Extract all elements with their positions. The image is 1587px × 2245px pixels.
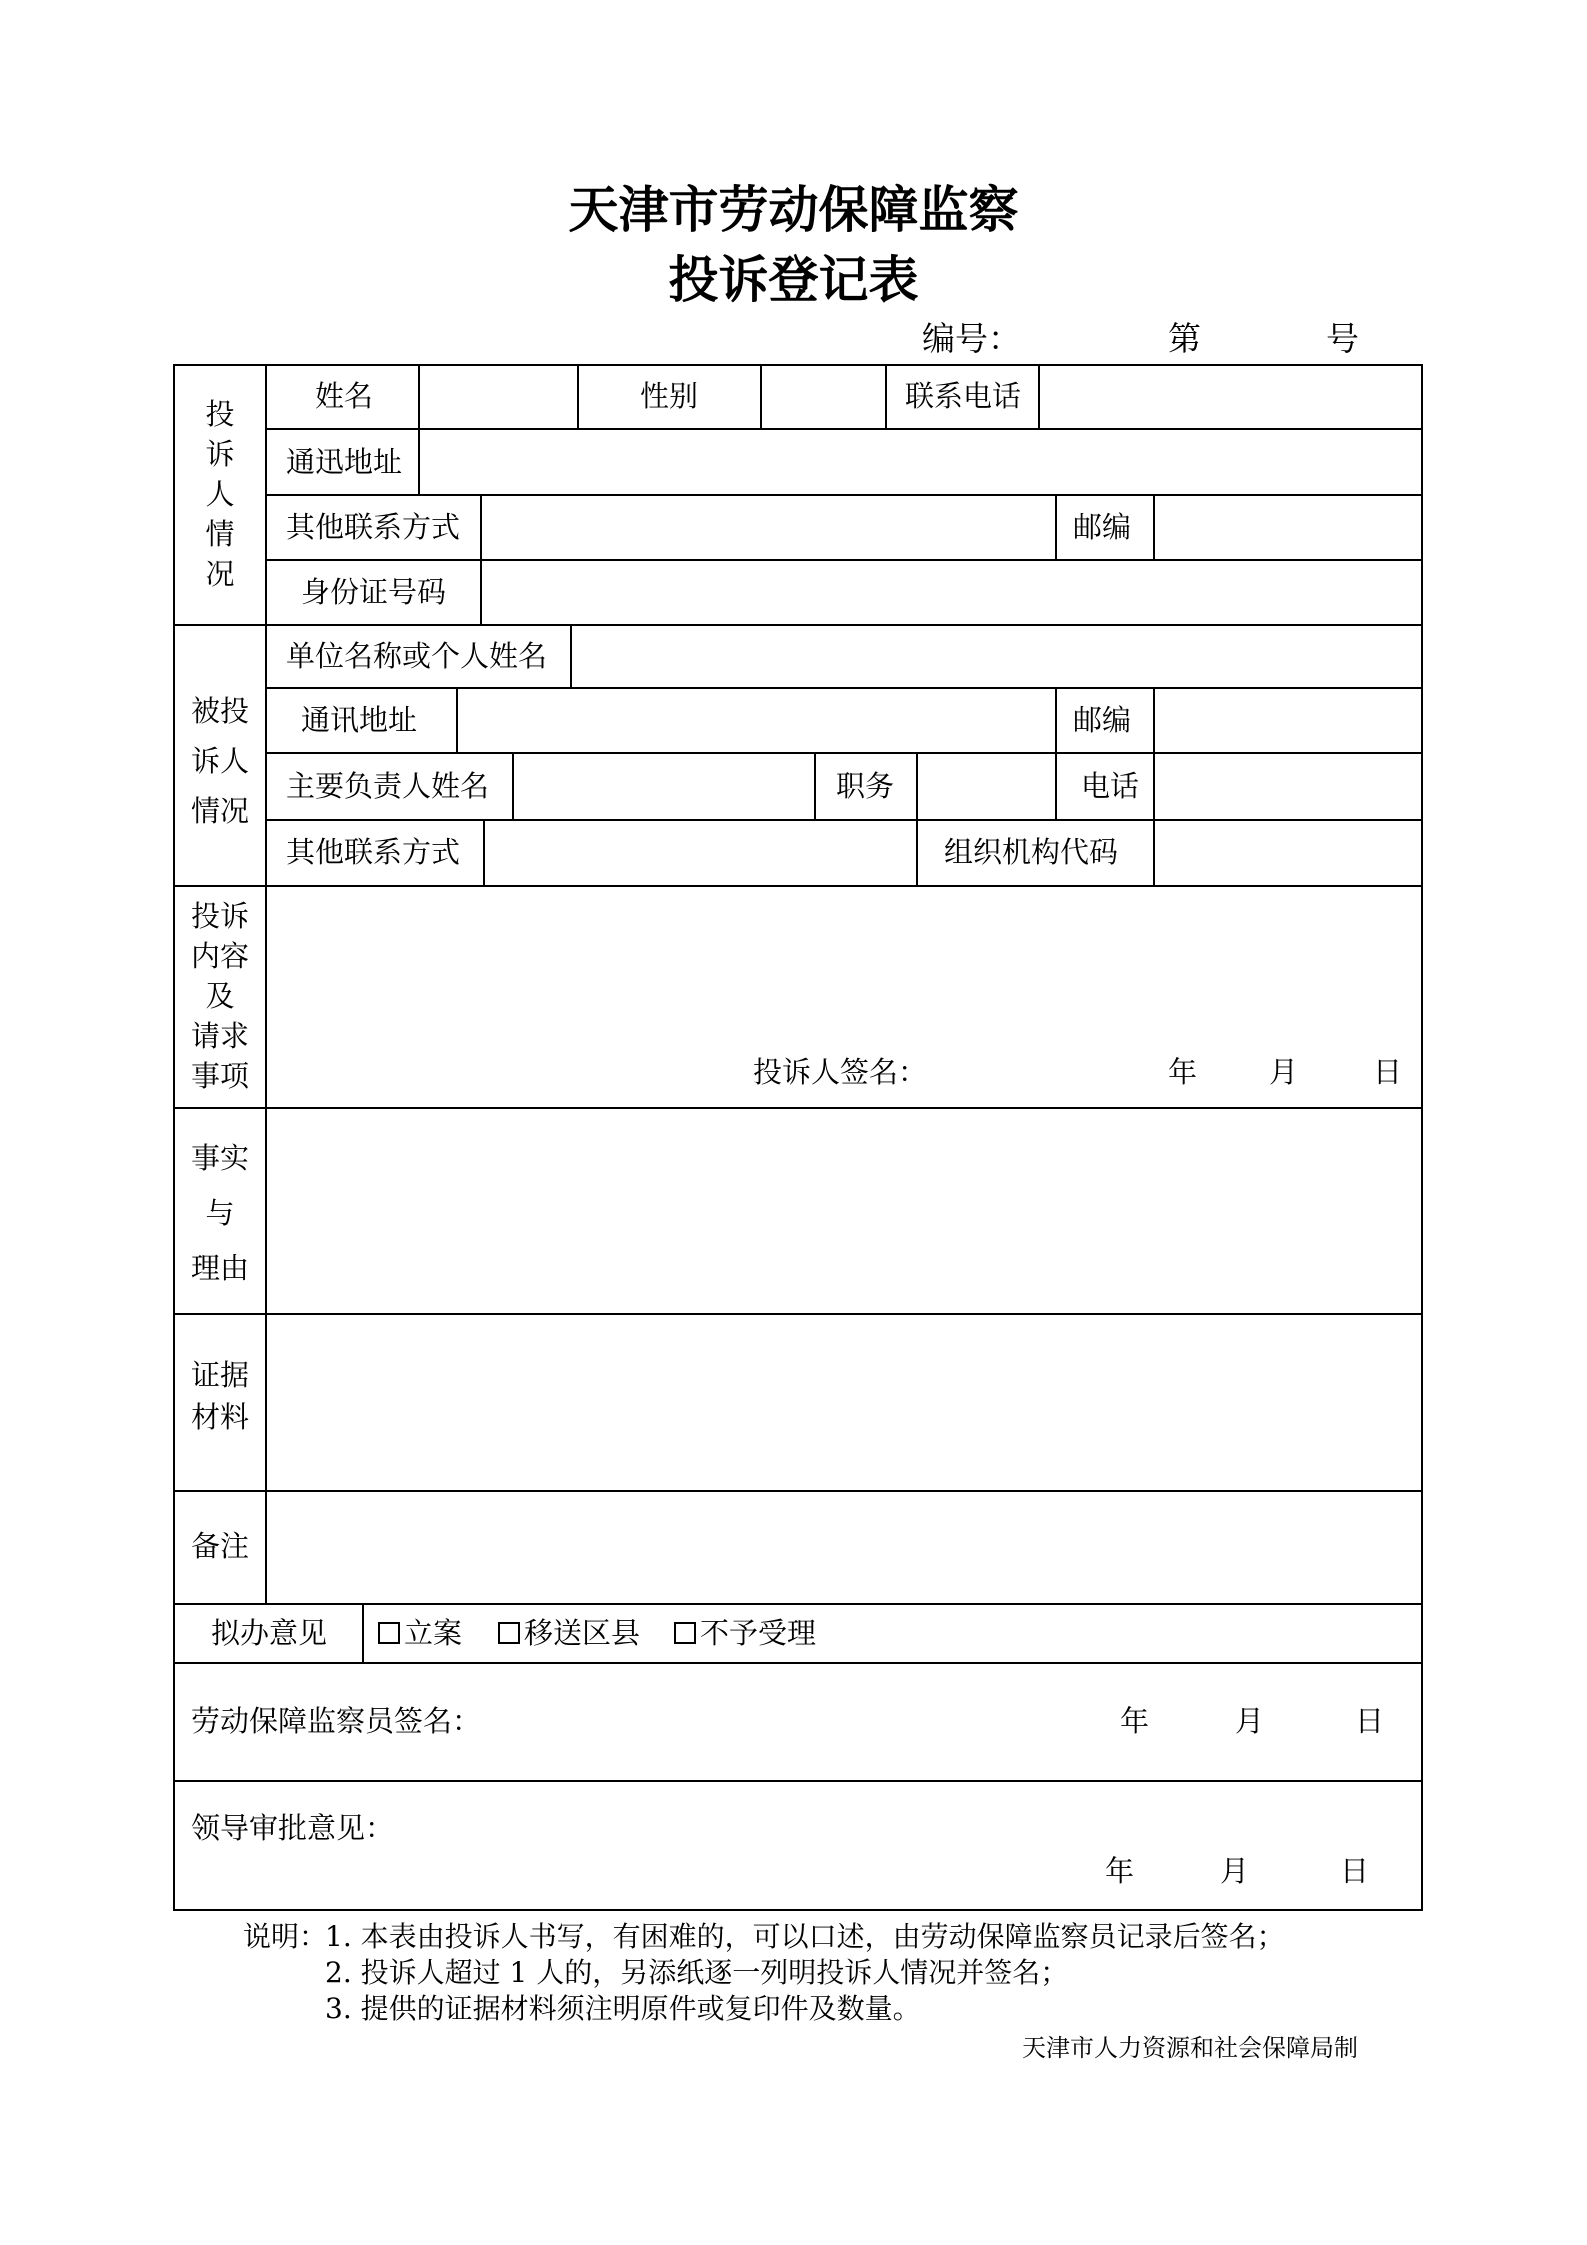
transfer-district-checkbox[interactable] (498, 1622, 520, 1644)
note-item-3: 3. 提供的证据材料须注明原件或复印件及数量。 (325, 1992, 921, 2025)
respondent-other-contact-label: 其他联系方式 (286, 835, 461, 869)
file-case-checkbox[interactable] (378, 1622, 400, 1644)
not-accept-checkbox[interactable] (674, 1622, 696, 1644)
complaint-form (173, 364, 1423, 1911)
other-contact-label: 其他联系方式 (286, 510, 461, 544)
option-transfer-district[interactable]: 移送区县 (498, 1615, 640, 1651)
respondent-address-label: 通讯地址 (301, 703, 418, 737)
leader-day: 日 (1340, 1854, 1370, 1888)
complainant-section-label: 投 诉 人 情 况 (205, 397, 235, 591)
serial-hao: 号 (1326, 319, 1359, 358)
postcode-label: 邮编 (1073, 510, 1132, 544)
content-day: 日 (1373, 1055, 1403, 1089)
inspector-year: 年 (1120, 1704, 1150, 1738)
name-label: 姓名 (315, 379, 374, 413)
content-year: 年 (1168, 1055, 1198, 1089)
inspector-signature-label: 劳动保障监察员签名： (191, 1704, 482, 1738)
serial-label: 编号： (922, 319, 1021, 358)
option-file-case[interactable]: 立案 (378, 1615, 462, 1651)
leader-month: 月 (1220, 1854, 1250, 1888)
issuer-footer: 天津市人力资源和社会保障局制 (1022, 2034, 1358, 2062)
option-not-accept[interactable]: 不予受理 (674, 1615, 816, 1651)
form-title-line1: 天津市劳动保障监察 (568, 180, 1019, 239)
gender-label: 性别 (640, 379, 699, 413)
notes-prefix: 说明： (243, 1920, 328, 1953)
unit-name-label: 单位名称或个人姓名 (286, 639, 548, 673)
note-item-1: 1. 本表由投诉人书写，有困难的，可以口述，由劳动保障监察员记录后签名； (325, 1920, 1285, 1953)
respondent-section-label: 被投 诉人 情况 (190, 694, 249, 828)
remarks-section-label: 备注 (190, 1529, 249, 1563)
leader-year: 年 (1105, 1854, 1135, 1888)
respondent-postcode-label: 邮编 (1073, 703, 1132, 737)
evidence-section-label: 证据 材料 (190, 1358, 249, 1434)
principal-name-label: 主要负责人姓名 (286, 769, 490, 803)
leader-approval-label: 领导审批意见： (191, 1811, 395, 1845)
note-item-2: 2. 投诉人超过 1 人的，另添纸逐一列明投诉人情况并签名； (325, 1956, 1069, 1989)
form-title-line2: 投诉登记表 (668, 250, 919, 309)
address-label: 通迅地址 (286, 445, 403, 479)
org-code-label: 组织机构代码 (944, 835, 1119, 869)
respondent-phone-label: 电话 (1081, 769, 1140, 803)
inspector-day: 日 (1355, 1704, 1385, 1738)
inspector-month: 月 (1235, 1704, 1265, 1738)
phone-label: 联系电话 (905, 379, 1022, 413)
id-number-label: 身份证号码 (301, 575, 447, 609)
opinion-label: 拟办意见 (211, 1616, 328, 1650)
serial-di: 第 (1168, 319, 1201, 358)
content-month: 月 (1269, 1055, 1299, 1089)
complainant-signature-label: 投诉人签名： (753, 1055, 928, 1089)
facts-section-label: 事实 与 理由 (190, 1141, 249, 1285)
position-label: 职务 (836, 769, 895, 803)
content-section-label: 投诉 内容 及 请求 事项 (190, 899, 249, 1093)
